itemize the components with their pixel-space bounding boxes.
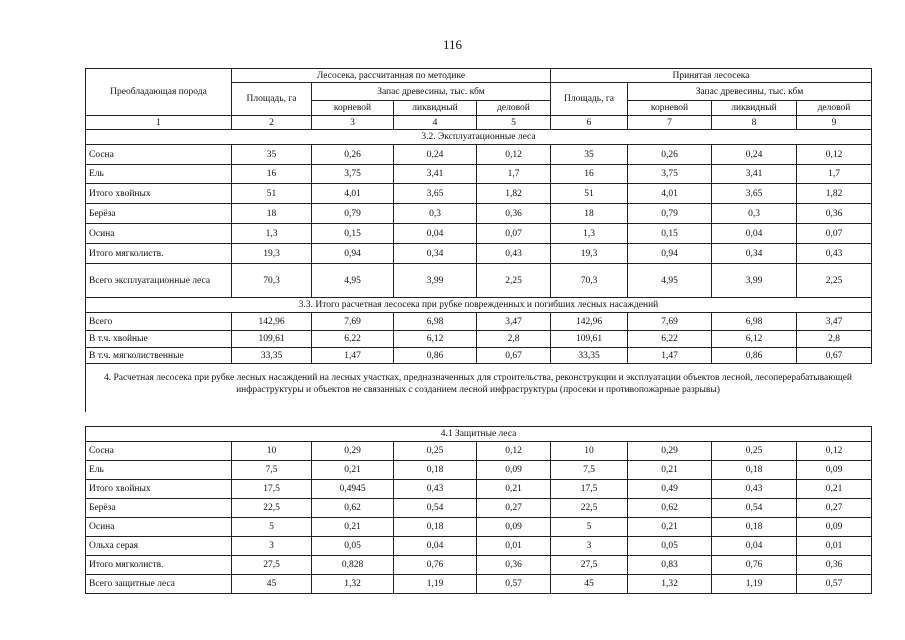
cell-value: 3,75	[312, 165, 394, 184]
cell-value: 35	[551, 145, 628, 165]
felling-table-protective	[85, 426, 872, 594]
section-title: 4.1 Защитные леса	[86, 427, 872, 442]
cell-value: 0,29	[628, 442, 712, 461]
header-area: Площадь, га	[232, 83, 312, 116]
cell-value: 70,3	[551, 264, 628, 298]
cell-value: 0,15	[312, 224, 394, 244]
row-label: Ель	[86, 165, 232, 184]
column-number: 8	[712, 116, 797, 130]
table-row	[86, 331, 872, 348]
cell-value: 0,12	[477, 145, 551, 165]
cell-value: 5	[232, 518, 312, 537]
cell-value: 0,94	[628, 244, 712, 264]
cell-value: 3,99	[394, 264, 477, 298]
row-label: Всего защитные леса	[86, 575, 232, 594]
cell-value: 17,5	[551, 480, 628, 499]
cell-value: 22,5	[232, 499, 312, 518]
cell-value: 1,32	[628, 575, 712, 594]
cell-value: 51	[551, 184, 628, 204]
cell-value: 0,21	[312, 461, 394, 480]
cell-value: 1,3	[551, 224, 628, 244]
cell-value: 0,54	[394, 499, 477, 518]
cell-value: 0,3	[394, 204, 477, 224]
cell-value: 0,25	[394, 442, 477, 461]
header-root: корневой	[312, 101, 394, 116]
row-label: Осина	[86, 518, 232, 537]
row-label: В т.ч. хвойные	[86, 331, 232, 348]
row-label: В т.ч. мягколиственные	[86, 348, 232, 364]
cell-value: 0,67	[477, 348, 551, 364]
table-row	[86, 145, 872, 165]
cell-value: 4,01	[312, 184, 394, 204]
column-number-row	[86, 116, 872, 130]
cell-value: 33,35	[551, 348, 628, 364]
cell-value: 0,34	[394, 244, 477, 264]
cell-value: 27,5	[232, 556, 312, 575]
header-commercial: деловой	[477, 101, 551, 116]
cell-value: 1,7	[477, 165, 551, 184]
header-accepted-group: Принятая лесосека	[551, 69, 872, 83]
cell-value: 0,94	[312, 244, 394, 264]
cell-value: 0,62	[628, 499, 712, 518]
table-row	[86, 575, 872, 594]
cell-value: 3,65	[394, 184, 477, 204]
column-number: 9	[797, 116, 872, 130]
cell-value: 6,12	[394, 331, 477, 348]
table-row	[86, 224, 872, 244]
cell-value: 0,4945	[312, 480, 394, 499]
cell-value: 3	[551, 537, 628, 556]
cell-value: 1,7	[797, 165, 872, 184]
cell-value: 0,43	[712, 480, 797, 499]
header-area-2: Площадь, га	[551, 83, 628, 116]
table-row	[86, 184, 872, 204]
cell-value: 4,01	[628, 184, 712, 204]
cell-value: 33,35	[232, 348, 312, 364]
row-label: Итого хвойных	[86, 184, 232, 204]
cell-value: 3,65	[712, 184, 797, 204]
cell-value: 1,19	[394, 575, 477, 594]
cell-value: 0,62	[312, 499, 394, 518]
row-label: Ель	[86, 461, 232, 480]
table-row	[86, 480, 872, 499]
cell-value: 0,27	[477, 499, 551, 518]
cell-value: 0,76	[712, 556, 797, 575]
table-row	[86, 165, 872, 184]
cell-value: 70,3	[232, 264, 312, 298]
cell-value: 6,98	[712, 313, 797, 331]
cell-value: 6,98	[394, 313, 477, 331]
cell-value: 0,12	[797, 442, 872, 461]
cell-value: 0,21	[477, 480, 551, 499]
cell-value: 0,86	[712, 348, 797, 364]
cell-value: 0,07	[477, 224, 551, 244]
cell-value: 3	[232, 537, 312, 556]
cell-value: 0,21	[628, 518, 712, 537]
cell-value: 0,36	[797, 204, 872, 224]
row-label: Сосна	[86, 145, 232, 165]
cell-value: 10	[232, 442, 312, 461]
cell-value: 45	[551, 575, 628, 594]
cell-value: 27,5	[551, 556, 628, 575]
row-label: Берёза	[86, 499, 232, 518]
cell-value: 0,24	[712, 145, 797, 165]
cell-value: 0,04	[394, 537, 477, 556]
cell-value: 7,69	[628, 313, 712, 331]
cell-value: 0,29	[312, 442, 394, 461]
cell-value: 19,3	[232, 244, 312, 264]
column-number: 7	[628, 116, 712, 130]
cell-value: 0,05	[312, 537, 394, 556]
cell-value: 3,47	[797, 313, 872, 331]
cell-value: 0,18	[394, 461, 477, 480]
cell-value: 0,36	[797, 556, 872, 575]
cell-value: 0,18	[394, 518, 477, 537]
table-row	[86, 518, 872, 537]
cell-value: 0,21	[797, 480, 872, 499]
cell-value: 0,27	[797, 499, 872, 518]
section-title-row	[86, 427, 872, 442]
row-label: Итого мягколиств.	[86, 556, 232, 575]
column-number: 5	[477, 116, 551, 130]
cell-value: 0,49	[628, 480, 712, 499]
cell-value: 0,36	[477, 204, 551, 224]
cell-value: 2,25	[477, 264, 551, 298]
cell-value: 0,79	[628, 204, 712, 224]
cell-value: 0,26	[312, 145, 394, 165]
cell-value: 7,69	[312, 313, 394, 331]
cell-value: 0,43	[394, 480, 477, 499]
row-label: Сосна	[86, 442, 232, 461]
cell-value: 0,04	[394, 224, 477, 244]
cell-value: 35	[232, 145, 312, 165]
cell-value: 0,05	[628, 537, 712, 556]
cell-value: 16	[232, 165, 312, 184]
cell-value: 3,41	[394, 165, 477, 184]
cell-value: 0,67	[797, 348, 872, 364]
cell-value: 0,36	[477, 556, 551, 575]
felling-table-main	[85, 68, 872, 364]
cell-value: 0,18	[712, 518, 797, 537]
cell-value: 0,34	[712, 244, 797, 264]
row-label: Всего эксплуатационные леса	[86, 264, 232, 298]
cell-value: 142,96	[551, 313, 628, 331]
table-row	[86, 244, 872, 264]
cell-value: 0,43	[797, 244, 872, 264]
cell-value: 0,83	[628, 556, 712, 575]
table-row	[86, 313, 872, 331]
cell-value: 0,07	[797, 224, 872, 244]
cell-value: 6,22	[628, 331, 712, 348]
cell-value: 3,47	[477, 313, 551, 331]
cell-value: 51	[232, 184, 312, 204]
row-label: Итого хвойных	[86, 480, 232, 499]
table-row	[86, 461, 872, 480]
cell-value: 0,12	[477, 442, 551, 461]
row-label: Итого мягколиств.	[86, 244, 232, 264]
table-row	[86, 556, 872, 575]
cell-value: 18	[232, 204, 312, 224]
cell-value: 7,5	[551, 461, 628, 480]
cell-value: 0,01	[477, 537, 551, 556]
header-stock: Запас древесины, тыс. кбм	[312, 83, 551, 101]
cell-value: 1,82	[477, 184, 551, 204]
cell-value: 3,41	[712, 165, 797, 184]
section-title-row	[86, 298, 872, 313]
cell-value: 6,12	[712, 331, 797, 348]
header-species: Преобладающая порода	[86, 69, 232, 116]
cell-value: 142,96	[232, 313, 312, 331]
cell-value: 0,21	[312, 518, 394, 537]
cell-value: 0,09	[477, 518, 551, 537]
cell-value: 2,8	[797, 331, 872, 348]
cell-value: 0,79	[312, 204, 394, 224]
cell-value: 1,47	[312, 348, 394, 364]
table-row	[86, 264, 872, 298]
section-title-row	[86, 130, 872, 145]
cell-value: 0,09	[797, 461, 872, 480]
table-row	[86, 537, 872, 556]
column-number: 4	[394, 116, 477, 130]
page-number: 116	[442, 37, 463, 52]
header-method-group: Лесосека, рассчитанная по методике	[232, 69, 551, 83]
section-title: 3.2. Эксплуатационные леса	[86, 130, 872, 145]
column-number: 3	[312, 116, 394, 130]
cell-value: 0,01	[797, 537, 872, 556]
header-liquid-2: ликвидный	[712, 101, 797, 116]
cell-value: 16	[551, 165, 628, 184]
cell-value: 22,5	[551, 499, 628, 518]
cell-value: 2,25	[797, 264, 872, 298]
cell-value: 1,32	[312, 575, 394, 594]
header-commercial-2: деловой	[797, 101, 872, 116]
cell-value: 0,26	[628, 145, 712, 165]
cell-value: 0,86	[394, 348, 477, 364]
cell-value: 19,3	[551, 244, 628, 264]
cell-value: 18	[551, 204, 628, 224]
section-title: 3.3. Итого расчетная лесосека при рубке поврежденных и погибших лесных насаждений	[86, 298, 872, 313]
cell-value: 0,828	[312, 556, 394, 575]
column-number: 6	[551, 116, 628, 130]
cell-value: 2,8	[477, 331, 551, 348]
cell-value: 4,95	[628, 264, 712, 298]
cell-value: 1,47	[628, 348, 712, 364]
cell-value: 109,61	[551, 331, 628, 348]
row-label: Всего	[86, 313, 232, 331]
cell-value: 0,54	[712, 499, 797, 518]
cell-value: 0,18	[712, 461, 797, 480]
section-4-heading: 4. Расчетная лесосека при рубке лесных насаждений на лесных участках, предназначенных для строительства, реконструкции и эксплуатации объектов лесной, лесоперерабатывающей инфраструктуры и объектов не связанных с созданием лесной инфраструктуры (просеки и противопожарные разрывы)	[104, 373, 852, 395]
cell-value: 0,09	[797, 518, 872, 537]
cell-value: 45	[232, 575, 312, 594]
cell-value: 1,82	[797, 184, 872, 204]
cell-value: 0,76	[394, 556, 477, 575]
cell-value: 3,75	[628, 165, 712, 184]
cell-value: 109,61	[232, 331, 312, 348]
cell-value: 7,5	[232, 461, 312, 480]
cell-value: 0,43	[477, 244, 551, 264]
row-label: Берёза	[86, 204, 232, 224]
cell-value: 0,21	[628, 461, 712, 480]
row-label: Осина	[86, 224, 232, 244]
cell-value: 0,57	[797, 575, 872, 594]
table-row	[86, 442, 872, 461]
table-row	[86, 204, 872, 224]
column-number: 2	[232, 116, 312, 130]
cell-value: 17,5	[232, 480, 312, 499]
row-label: Ольха серая	[86, 537, 232, 556]
table-row	[86, 348, 872, 364]
column-number: 1	[86, 116, 232, 130]
cell-value: 0,57	[477, 575, 551, 594]
cell-value: 0,3	[712, 204, 797, 224]
cell-value: 4,95	[312, 264, 394, 298]
table-row	[86, 499, 872, 518]
cell-value: 0,04	[712, 224, 797, 244]
cell-value: 0,12	[797, 145, 872, 165]
cell-value: 10	[551, 442, 628, 461]
cell-value: 6,22	[312, 331, 394, 348]
header-root-2: корневой	[628, 101, 712, 116]
cell-value: 1,3	[232, 224, 312, 244]
cell-value: 1,19	[712, 575, 797, 594]
header-row-1	[86, 69, 872, 83]
cell-value: 3,99	[712, 264, 797, 298]
cell-value: 0,25	[712, 442, 797, 461]
header-stock-2: Запас древесины, тыс. кбм	[628, 83, 872, 101]
header-liquid: ликвидный	[394, 101, 477, 116]
cell-value: 0,24	[394, 145, 477, 165]
cell-value: 5	[551, 518, 628, 537]
cell-value: 0,09	[477, 461, 551, 480]
cell-value: 0,15	[628, 224, 712, 244]
cell-value: 0,04	[712, 537, 797, 556]
